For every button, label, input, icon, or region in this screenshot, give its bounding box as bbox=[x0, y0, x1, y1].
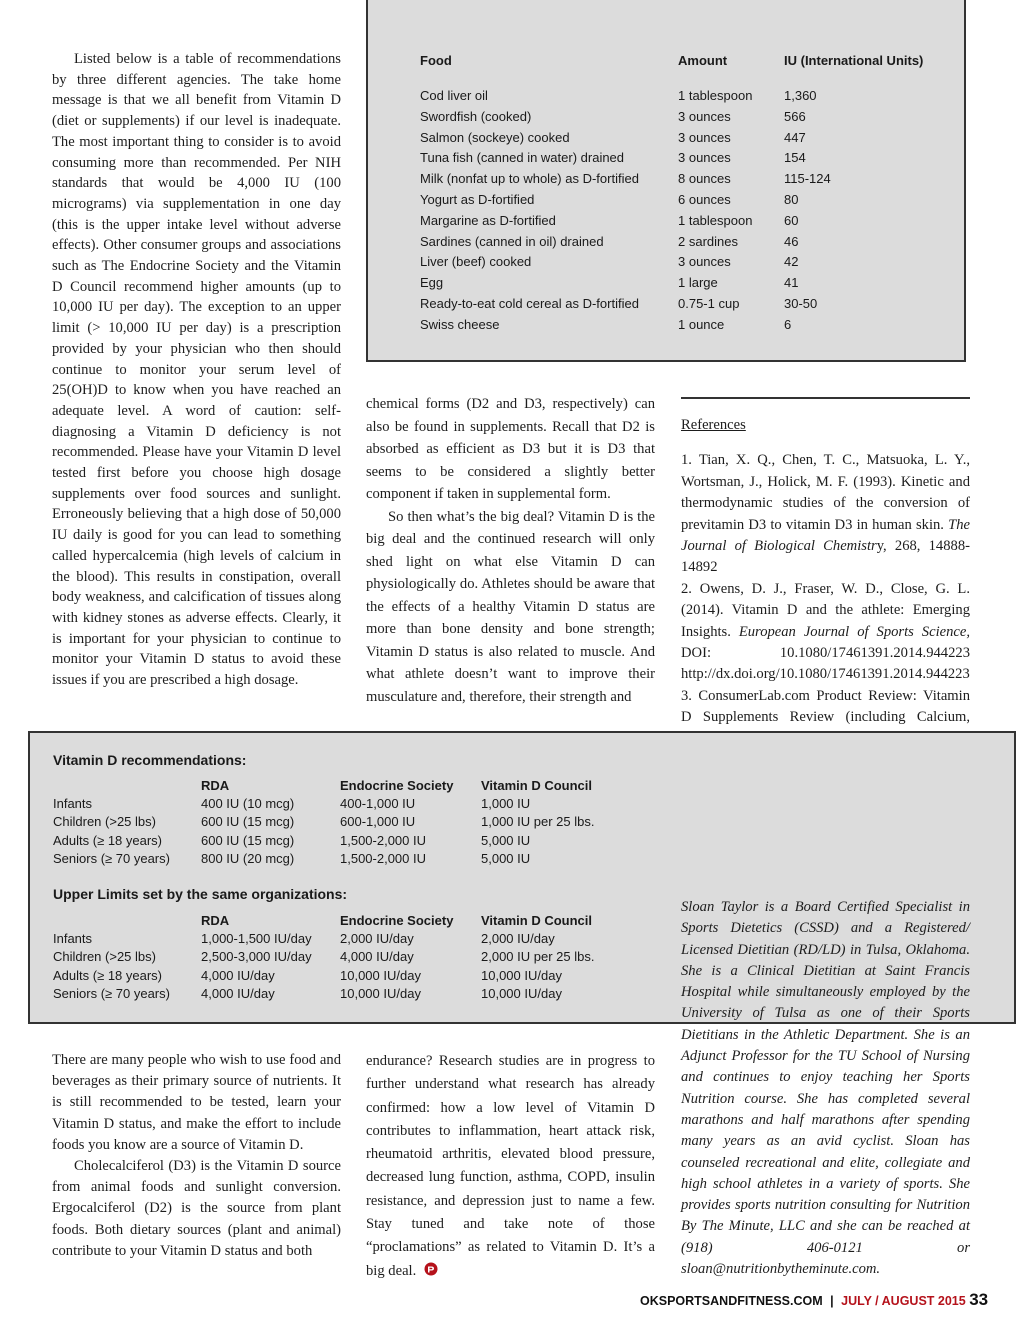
table-cell: 10,000 IU/day bbox=[481, 985, 562, 1001]
reference-item: 3. ConsumerLab.com Product Review: Vitamin D Supplements Review (including Calcium, bbox=[681, 687, 970, 726]
food-name: Margarine as D-fortified bbox=[420, 212, 556, 228]
middle-column-bottom bbox=[366, 1050, 655, 1283]
paragraph-text: endurance? Research studies are in progress to further understand what research has already confirmed: how a low level of Vitamin D contributes to inflammation, heart attack risk, rheumatoid arthritis, elevated blood pressure, decreased lung function, asthma, COPD, insulin resistance, and depression just to name a few. Stay tuned and take note of those “proclamations” as related to Vitamin D. It’s a big deal. bbox=[366, 1053, 655, 1279]
food-amount: 1 tablespoon bbox=[678, 88, 753, 103]
journal-name: The Journal of Biological Chemistr bbox=[681, 516, 970, 555]
food-name: Ready-to-eat cold cereal as D-fortified bbox=[420, 296, 639, 311]
table-cell: 600 IU (15 mcg) bbox=[201, 832, 295, 848]
food-iu: 1,360 bbox=[784, 88, 817, 103]
table-cell: Children (>25 lbs) bbox=[53, 949, 156, 965]
table-cell: Infants bbox=[53, 931, 93, 947]
table-cell: 2,500-3,000 IU/day bbox=[201, 949, 312, 965]
food-name: Yogurt as D-fortified bbox=[420, 192, 535, 207]
table-cell: 400 IU (10 mcg) bbox=[201, 796, 295, 812]
table-cell: 1,000 IU per 25 lbs. bbox=[481, 814, 595, 830]
food-name: Salmon (sockeye) cooked bbox=[420, 129, 570, 145]
food-table-box bbox=[366, 0, 966, 362]
divider bbox=[681, 397, 970, 399]
food-iu: 115-124 bbox=[784, 171, 831, 187]
recommendations-title: Vitamin D recommendations: bbox=[53, 752, 247, 768]
table-cell: 4,000 IU/day bbox=[201, 967, 275, 983]
food-amount: 3 ounces bbox=[678, 108, 731, 124]
food-iu: 46 bbox=[784, 233, 799, 249]
table-cell: 800 IU (20 mcg) bbox=[201, 850, 295, 866]
upper-limits-title: Upper Limits set by the same organizations: bbox=[53, 886, 348, 902]
table-header-cell: Vitamin D Council bbox=[481, 913, 592, 928]
table-header-cell: Endocrine Society bbox=[340, 778, 454, 793]
table-cell: 4,000 IU/day bbox=[201, 985, 275, 1001]
table-cell: Seniors (≥ 70 years) bbox=[53, 985, 170, 1001]
paragraph: So then what’s the big deal? Vitamin D is the big deal and the continued research will only shed light on what else Vitamin D can physiologically do. Athletes should be aware that the effects of a healthy Vitamin D status are more than bone density and bone strength; Vitamin D status is also related to muscle. And what athlete doesn’t want to improve their musculature and, therefore, their strength and bbox=[366, 508, 655, 705]
references-heading: References bbox=[681, 417, 746, 433]
author-bio: Sloan Taylor is a Board Certified Specialist in Sports Dietetics (CSSD) and a Registered/ Licensed Dietitian (RD/LD) in Tulsa, Oklahoma. She is a Clinical Dietitian at Saint Francis Hospital while simultaneously employed by the University of Tulsa as one of their Sports Dietitians in the Athletic Department. She is an Adjunct Professor for the TU School of Nursing and continues to enjoy teaching her Sports Nutrition course. She has completed several marathons and half marathons after spending many years as an avid cyclist. Sloan has counseled recreational and elite, collegiate and high school athletes in a variety of sports. She provides sports nutrition consulting for Nutrition By The Minute, LLC and she can be reached at (918) 406-0121 or sloan@nutritionbytheminute.com. bbox=[681, 899, 970, 1278]
food-amount: 3 ounces bbox=[678, 150, 731, 166]
table-cell: 5,000 IU bbox=[481, 832, 531, 848]
table-cell: 1,000 IU bbox=[481, 796, 531, 812]
paragraph: Listed below is a table of recommendations by three different agencies. The take home message is that we all benefit from Vitamin D (diet or supplements) if our level is inadequate. The most important thing to consider is to avoid consuming more than recommended. Per NIH standards that would be 4,000 IU (100 micrograms) via supplementation in one day (this is the upper intake level without adverse effects). Other consumer groups and associations such as The Endocrine Society and the Vitamin D Council recommend higher amounts (up to 10,000 IU per day). The exception to an upper limit (> 10,000 IU per day) is a prescription provided by your physician who then should continue to monitor your serum level of 25(OH)D to know when you have reached an adequate level. A word of caution: self-diagnosing a Vitamin D deficiency is not recommended. Please have your Vitamin D level tested first before you choose high dosage supplements over food sources and sunlight. Erroneously believing that a high dose of 50,000 IU daily is good for you can lead to something called hypercalcemia (high levels of calcium in the blood). This results in constipation, overall body weakness, and calcification of tissues along with kidney stones as adverse effects. Clearly, it is important for your physician to continue to monitor your Vitamin D status to avoid these issues if you are prescribed a high dosage. bbox=[52, 51, 341, 689]
reference-item: 2. Owens, D. J., Fraser, W. D., Close, G. L. (2014). Vitamin D and the athlete: Emerging Insights. European Journal of Sports Science, DOI: 10.1080/17461391.2014.944223 http://dx.doi.org/10.1080/17461391.2014.944223 bbox=[681, 580, 970, 683]
food-amount: 0.75-1 cup bbox=[678, 296, 740, 311]
food-name: Milk (nonfat up to whole) as D-fortified bbox=[420, 171, 639, 187]
table-cell: Adults (≥ 18 years) bbox=[53, 832, 163, 848]
table-cell: 10,000 IU/day bbox=[340, 967, 421, 983]
table-header-cell: Endocrine Society bbox=[340, 913, 454, 928]
food-amount: 1 large bbox=[678, 275, 718, 291]
food-amount: 1 tablespoon bbox=[678, 212, 753, 228]
end-mark-icon bbox=[424, 1262, 438, 1276]
table-cell: 4,000 IU/day bbox=[340, 949, 414, 965]
table-cell: Adults (≥ 18 years) bbox=[53, 967, 163, 983]
food-iu: 30-50 bbox=[784, 296, 818, 311]
food-iu: 41 bbox=[784, 275, 799, 291]
paragraph: chemical forms (D2 and D3, respectively) can also be found in supplements. Recall that D2 is absorbed as efficient as D3 but it is D3 that seems to be considered a slightly better component if taken in supplemental form. bbox=[366, 396, 655, 502]
food-amount: 3 ounces bbox=[678, 254, 731, 270]
food-amount: 1 ounce bbox=[678, 316, 725, 332]
food-name: Swiss cheese bbox=[420, 316, 500, 332]
food-iu: 60 bbox=[784, 212, 799, 228]
iu-header: IU (International Units) bbox=[784, 53, 924, 68]
table-header-cell: RDA bbox=[201, 778, 230, 793]
table-cell: 10,000 IU/day bbox=[481, 967, 562, 983]
table-cell: Children (>25 lbs) bbox=[53, 814, 156, 830]
paragraph: There are many people who wish to use food and beverages as their primary source of nutrients. It is still recommended to be tested, learn your Vitamin D status, and make the effort to include foods you know are a source of Vitamin D. bbox=[52, 1052, 341, 1153]
food-amount: 8 ounces bbox=[678, 171, 731, 187]
food-iu: 447 bbox=[784, 129, 806, 145]
food-iu: 154 bbox=[784, 150, 806, 166]
issue-date: JULY / AUGUST 2015 bbox=[841, 1294, 966, 1308]
site-name: OKSPORTSANDFITNESS.COM bbox=[640, 1294, 823, 1308]
table-cell: Seniors (≥ 70 years) bbox=[53, 850, 170, 866]
food-name: Cod liver oil bbox=[420, 88, 488, 103]
table-cell: 1,000-1,500 IU/day bbox=[201, 931, 312, 947]
table-cell: 2,000 IU/day bbox=[340, 931, 414, 947]
table-header-cell: Vitamin D Council bbox=[481, 778, 592, 793]
table-cell: 2,000 IU per 25 lbs. bbox=[481, 949, 595, 965]
food-iu: 6 bbox=[784, 316, 792, 332]
food-name: Tuna fish (canned in water) drained bbox=[420, 150, 625, 166]
table-cell: 600 IU (15 mcg) bbox=[201, 814, 295, 830]
table-cell: 2,000 IU/day bbox=[481, 931, 555, 947]
table-header-cell: RDA bbox=[201, 913, 230, 928]
table-cell: 1,500-2,000 IU bbox=[340, 832, 427, 848]
food-name: Sardines (canned in oil) drained bbox=[420, 233, 604, 249]
paragraph bbox=[366, 1050, 655, 1283]
paragraph: Cholecalciferol (D3) is the Vitamin D source from animal foods and sunlight conversion. Ergocalciferol (D2) is the source from plant foods. Both dietary sources (plant and animal) contribute to your Vitamin D status and both bbox=[52, 1158, 341, 1259]
food-name: Egg bbox=[420, 275, 444, 291]
food-iu: 42 bbox=[784, 254, 799, 270]
table-cell: 1,500-2,000 IU bbox=[340, 850, 427, 866]
table-cell: 400-1,000 IU bbox=[340, 796, 416, 812]
left-column-bottom bbox=[52, 1050, 341, 1262]
food-iu: 566 bbox=[784, 108, 806, 124]
food-header: Food bbox=[420, 53, 452, 68]
food-amount: 6 ounces bbox=[678, 192, 731, 207]
left-column-top bbox=[52, 49, 341, 691]
page-footer bbox=[640, 1290, 988, 1310]
middle-column-top bbox=[366, 393, 655, 708]
page-number: 33 bbox=[969, 1290, 989, 1309]
food-name: Swordfish (cooked) bbox=[420, 108, 532, 124]
table-cell: 600-1,000 IU bbox=[340, 814, 416, 830]
table-cell: 5,000 IU bbox=[481, 850, 531, 866]
amount-header: Amount bbox=[678, 53, 728, 68]
food-amount: 2 sardines bbox=[678, 233, 738, 249]
food-amount: 3 ounces bbox=[678, 129, 731, 145]
table-cell: Infants bbox=[53, 796, 93, 812]
journal-name: European Journal of Sports Science, bbox=[738, 623, 970, 640]
reference-item: 1. Tian, X. Q., Chen, T. C., Matsuoka, L. Y., Wortsman, J., Holick, M. F. (1993). Kinetic and thermodynamic studies of the conversion of previtamin D3 to vitamin D3 in human skin. The Journal of Biological Chemistry, 268, 14888-14892 bbox=[681, 452, 970, 576]
food-name: Liver (beef) cooked bbox=[420, 254, 532, 270]
food-iu: 80 bbox=[784, 192, 799, 207]
footer-separator: | bbox=[830, 1294, 834, 1308]
table-cell: 10,000 IU/day bbox=[340, 985, 421, 1001]
